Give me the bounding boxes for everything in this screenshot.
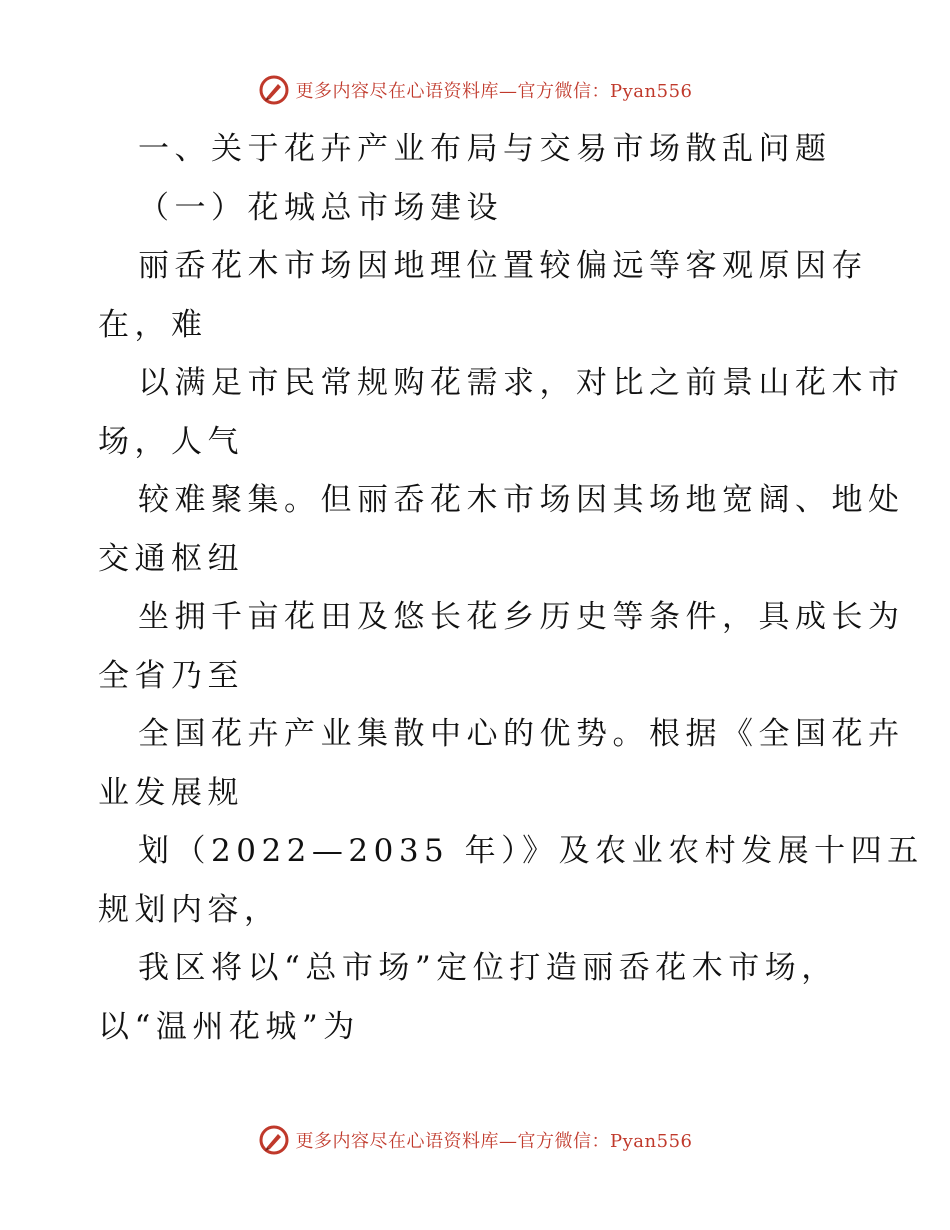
paragraph-line: 坐拥千亩花田及悠长花乡历史等条件，具成长为 (138, 599, 905, 635)
watermark-banner-bottom (0, 1118, 950, 1162)
paragraph-line: 以满足市民常规购花需求，对比之前景山花木市 (138, 365, 905, 401)
paragraph-line: 较难聚集。但丽岙花木市场因其场地宽阔、地处 (138, 482, 905, 518)
paragraph-line: 在，难 (98, 306, 208, 343)
paragraph-line: 全国花卉产业集散中心的优势。根据《全国花卉 (138, 716, 905, 752)
paragraph-line: 全省乃至 (98, 657, 244, 694)
subsection-heading: （一）花城总市场建设 (138, 189, 503, 226)
pen-logo-icon (258, 74, 290, 106)
document-body (98, 120, 924, 1056)
watermark-text: 更多内容尽在心语资料库—官方微信：Pyan556 (295, 1131, 693, 1152)
paragraph-line: 以“温州花城”为 (98, 1008, 360, 1045)
paragraph-line: 场，人气 (98, 423, 244, 460)
section-heading: 一、关于花卉产业布局与交易市场散乱问题 (138, 131, 832, 167)
watermark-banner-top (0, 68, 950, 112)
paragraph-line: 业发展规 (98, 774, 244, 811)
paragraph-line: 划（2022—2035 年）》及农业农村发展十四五 (138, 833, 924, 869)
paragraph-line: 交通枢纽 (98, 540, 244, 577)
paragraph-line: 丽岙花木市场因地理位置较偏远等客观原因存 (138, 248, 868, 284)
paragraph-line: 规划内容， (98, 891, 281, 928)
pen-logo-icon (258, 1124, 290, 1156)
paragraph-line: 我区将以“总市场”定位打造丽岙花木市场， (138, 950, 838, 986)
watermark-text: 更多内容尽在心语资料库—官方微信：Pyan556 (295, 81, 693, 102)
